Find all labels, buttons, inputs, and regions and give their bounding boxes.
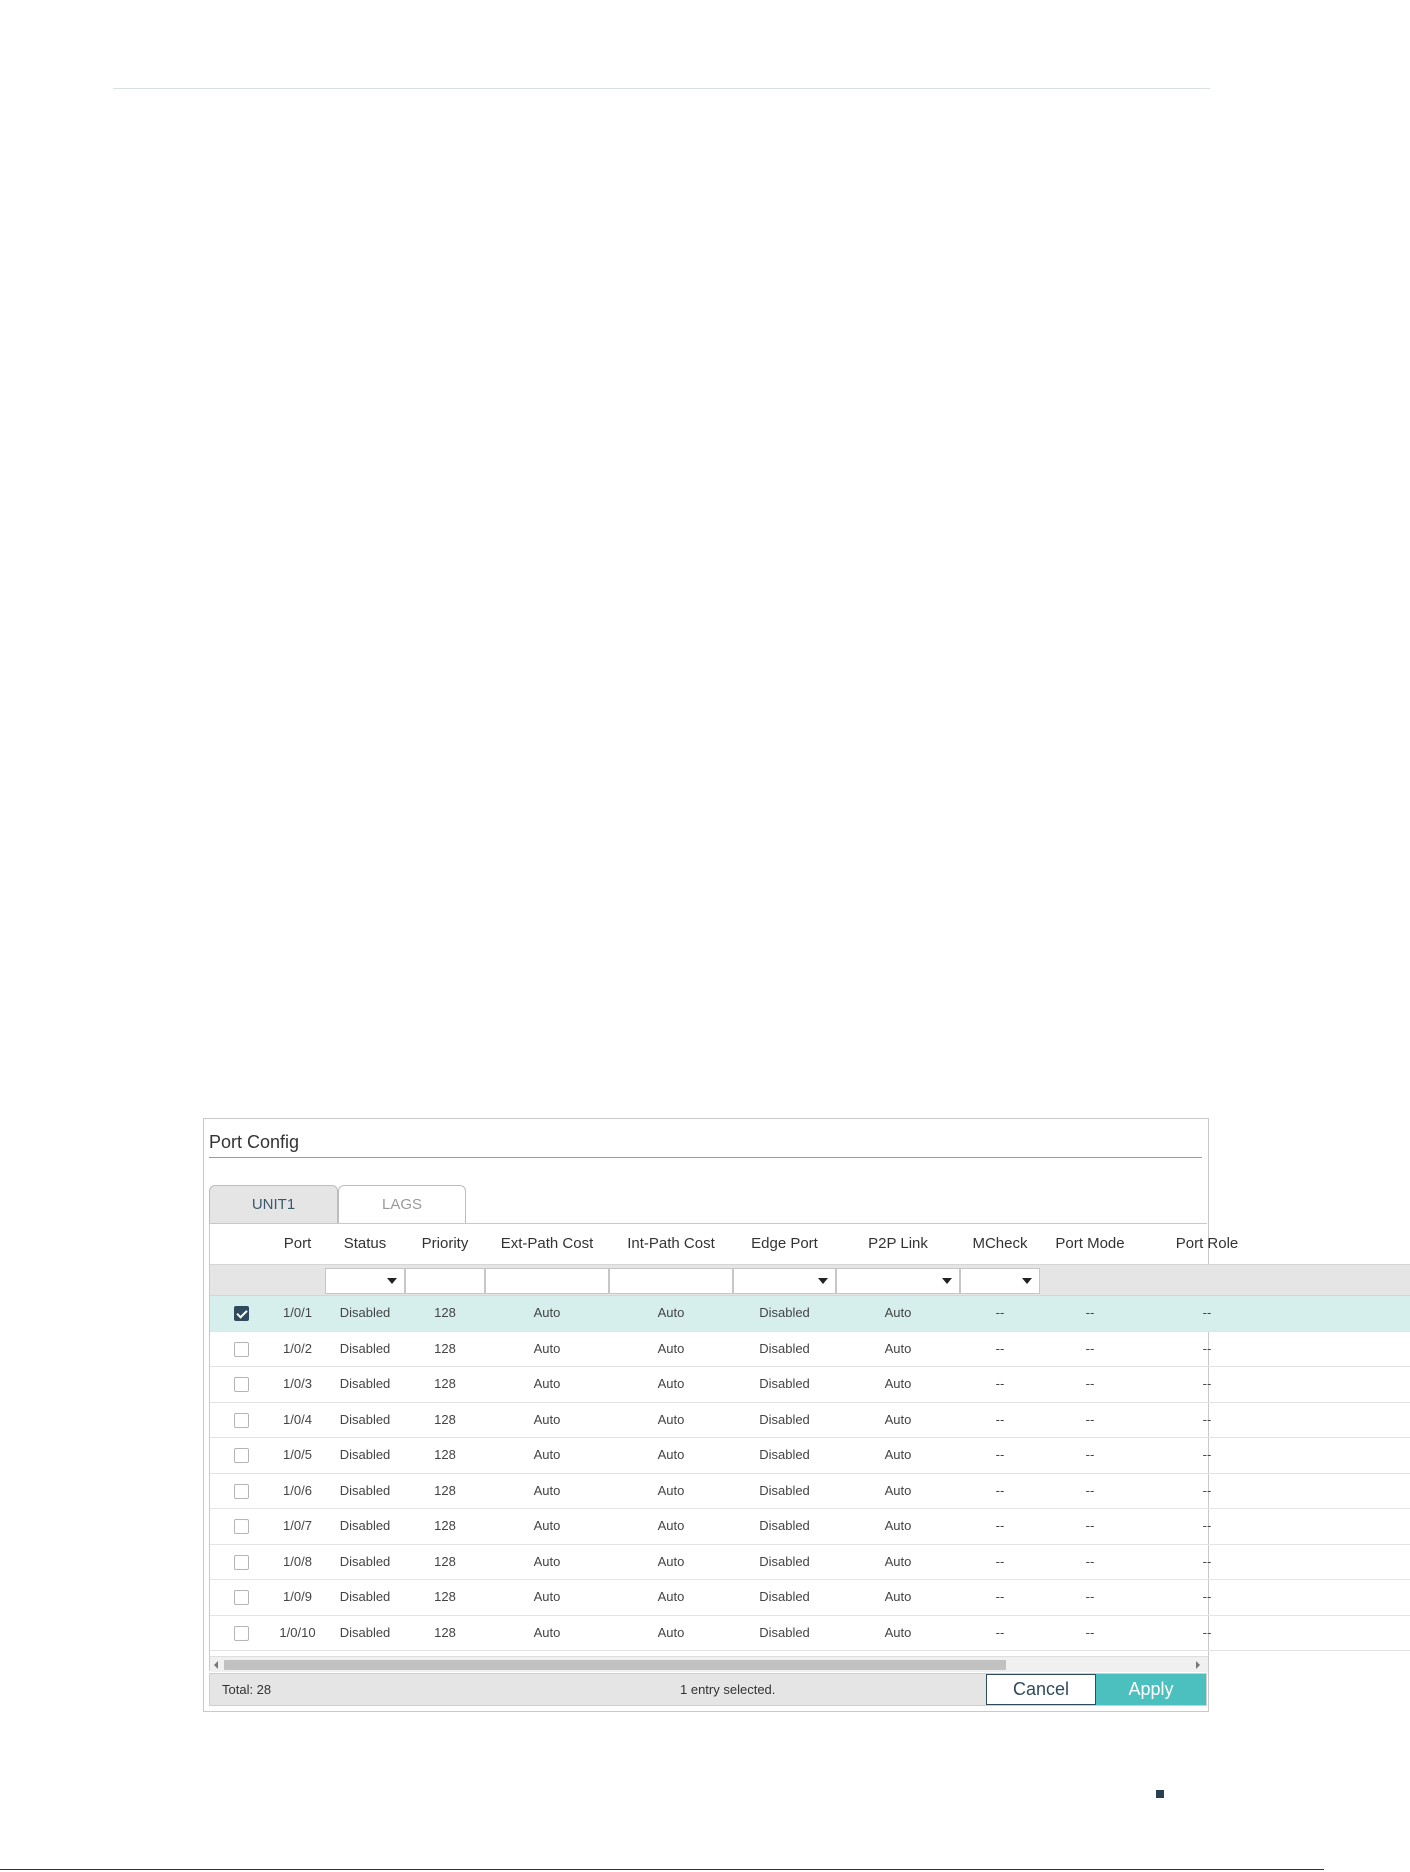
row-select-cell: [210, 1296, 270, 1330]
port-mode-cell: --: [1085, 1447, 1095, 1462]
row-select-cell: [210, 1474, 270, 1508]
mcheck-filter-select[interactable]: [960, 1268, 1040, 1294]
row-select-cell: [210, 1403, 270, 1437]
row-select-cell: [210, 1509, 270, 1543]
p2p-link-cell: Auto: [884, 1553, 912, 1569]
priority-cell: 128: [434, 1305, 456, 1320]
table-row[interactable]: [210, 1616, 1410, 1652]
p2p-link-cell: Auto: [884, 1340, 912, 1356]
row-checkbox[interactable]: [234, 1484, 249, 1499]
table-footer: [209, 1673, 1207, 1706]
port-table: [209, 1223, 1239, 1671]
row-checkbox[interactable]: [234, 1555, 249, 1570]
port-cell: 1/0/1: [283, 1305, 312, 1320]
int-path-cost-cell: Auto: [657, 1553, 685, 1569]
row-select-cell: [210, 1367, 270, 1401]
p2p-link-cell: Auto: [884, 1518, 912, 1533]
port-mode-cell: --: [1085, 1411, 1095, 1427]
panel-title: Port Config: [209, 1129, 1202, 1158]
scroll-right-arrow-icon[interactable]: [1196, 1661, 1200, 1669]
mcheck-cell: --: [995, 1411, 1005, 1427]
page-marker: [1156, 1790, 1164, 1798]
edge-port-cell: Disabled: [759, 1589, 810, 1604]
ext-path-cost-cell: Auto: [533, 1624, 561, 1640]
mcheck-cell: --: [995, 1340, 1005, 1356]
status-cell: Disabled: [339, 1624, 391, 1640]
status-cell: Disabled: [339, 1553, 391, 1569]
ext-path-cost-cell: Auto: [533, 1305, 561, 1320]
ext-path-cost-cell: Auto: [533, 1340, 561, 1356]
mcheck-cell: --: [995, 1305, 1005, 1320]
port-mode-cell: --: [1085, 1624, 1095, 1640]
column-header-priority[interactable]: Priority: [421, 1235, 469, 1252]
total-count: Total: 28: [222, 1682, 272, 1697]
port-cell: 1/0/4: [283, 1411, 312, 1427]
ext-path-cost-cell: Auto: [533, 1518, 561, 1533]
row-select-cell: [210, 1438, 270, 1472]
table-row[interactable]: [210, 1403, 1410, 1439]
port-role-cell: --: [1202, 1553, 1212, 1569]
table-row[interactable]: [210, 1580, 1410, 1616]
port-role-cell: --: [1202, 1340, 1212, 1356]
int-path-cost-filter-input[interactable]: [609, 1268, 733, 1294]
port-mode-cell: --: [1085, 1376, 1095, 1391]
priority-cell: 128: [434, 1447, 456, 1462]
port-mode-cell: --: [1085, 1518, 1095, 1533]
priority-filter-input[interactable]: [405, 1268, 485, 1294]
priority-cell: 128: [434, 1340, 456, 1356]
ext-path-cost-cell: Auto: [533, 1376, 561, 1391]
row-checkbox[interactable]: [234, 1626, 249, 1641]
p2p-link-cell: Auto: [884, 1305, 912, 1320]
priority-cell: 128: [434, 1589, 456, 1604]
selection-status: 1 entry selected.: [680, 1682, 776, 1697]
tab-lags[interactable]: LAGS: [338, 1185, 466, 1225]
port-role-cell: --: [1202, 1518, 1212, 1533]
mcheck-cell: --: [995, 1447, 1005, 1462]
row-checkbox[interactable]: [234, 1590, 249, 1605]
port-mode-cell: --: [1085, 1589, 1095, 1604]
mcheck-cell: --: [995, 1624, 1005, 1640]
page-footer-rule: [0, 1869, 1324, 1870]
column-header-int-path-cost[interactable]: Int-Path Cost: [627, 1235, 715, 1252]
int-path-cost-cell: Auto: [657, 1518, 685, 1533]
column-header-port-role[interactable]: Port Role: [1175, 1235, 1239, 1252]
int-path-cost-cell: Auto: [657, 1340, 685, 1356]
priority-cell: 128: [434, 1518, 456, 1533]
port-cell: 1/0/10: [279, 1624, 316, 1640]
mcheck-cell: --: [995, 1553, 1005, 1569]
port-cell: 1/0/3: [283, 1376, 312, 1391]
row-checkbox[interactable]: [234, 1306, 249, 1321]
mcheck-cell: --: [995, 1376, 1005, 1391]
ext-path-cost-cell: Auto: [533, 1447, 561, 1462]
table-row[interactable]: [210, 1545, 1410, 1581]
page-header-rule: [113, 88, 1210, 89]
table-row[interactable]: [210, 1332, 1410, 1368]
filter-row: [210, 1264, 1410, 1296]
port-cell: 1/0/8: [283, 1553, 312, 1569]
edge-port-cell: Disabled: [759, 1518, 810, 1533]
edge-port-filter-select[interactable]: [733, 1268, 836, 1294]
chevron-down-icon: [818, 1278, 828, 1284]
int-path-cost-cell: Auto: [657, 1411, 685, 1427]
tab-unit1[interactable]: UNIT1: [209, 1185, 338, 1225]
status-cell: Disabled: [339, 1411, 391, 1427]
edge-port-cell: Disabled: [759, 1376, 810, 1391]
int-path-cost-cell: Auto: [657, 1376, 685, 1391]
column-header-ext-path-cost[interactable]: Ext-Path Cost: [500, 1235, 594, 1252]
chevron-down-icon: [387, 1278, 397, 1284]
table-row[interactable]: [210, 1509, 1410, 1545]
table-header: [210, 1224, 1410, 1264]
column-header-port[interactable]: Port: [283, 1235, 312, 1252]
p2p-link-filter-select[interactable]: [836, 1268, 960, 1294]
row-select-cell: [210, 1545, 270, 1579]
p2p-link-cell: Auto: [884, 1411, 912, 1427]
int-path-cost-cell: Auto: [657, 1589, 685, 1604]
ext-path-cost-cell: Auto: [533, 1482, 561, 1498]
p2p-link-cell: Auto: [884, 1376, 912, 1391]
port-role-cell: --: [1202, 1482, 1212, 1498]
status-cell: Disabled: [339, 1589, 391, 1604]
ext-path-cost-cell: Auto: [533, 1553, 561, 1569]
row-checkbox[interactable]: [234, 1413, 249, 1428]
table-row[interactable]: [210, 1367, 1410, 1403]
status-cell: Disabled: [339, 1482, 391, 1498]
column-header-port-mode[interactable]: Port Mode: [1055, 1235, 1125, 1252]
priority-cell: 128: [434, 1553, 456, 1569]
port-config-panel: [203, 1118, 1239, 1712]
edge-port-cell: Disabled: [759, 1482, 810, 1498]
int-path-cost-cell: Auto: [657, 1305, 685, 1320]
port-mode-cell: --: [1085, 1482, 1095, 1498]
table-row[interactable]: [210, 1296, 1410, 1332]
table-row[interactable]: [210, 1438, 1410, 1474]
port-role-cell: --: [1202, 1589, 1212, 1604]
mcheck-cell: --: [995, 1589, 1005, 1604]
port-role-cell: --: [1202, 1447, 1212, 1462]
priority-cell: 128: [434, 1376, 456, 1391]
mcheck-cell: --: [995, 1482, 1005, 1498]
port-mode-cell: --: [1085, 1553, 1095, 1569]
port-role-cell: --: [1202, 1305, 1212, 1320]
chevron-down-icon: [942, 1278, 952, 1284]
edge-port-cell: Disabled: [759, 1624, 810, 1640]
column-header-edge-port[interactable]: Edge Port: [751, 1235, 818, 1252]
row-select-cell: [210, 1332, 270, 1366]
p2p-link-cell: Auto: [884, 1447, 912, 1462]
status-filter-select[interactable]: [325, 1268, 405, 1294]
int-path-cost-cell: Auto: [657, 1447, 685, 1462]
port-cell: 1/0/2: [283, 1340, 312, 1356]
row-checkbox[interactable]: [234, 1342, 249, 1357]
edge-port-cell: Disabled: [759, 1340, 810, 1356]
row-select-cell: [210, 1580, 270, 1614]
priority-cell: 128: [434, 1624, 456, 1640]
status-cell: Disabled: [339, 1376, 391, 1391]
int-path-cost-cell: Auto: [657, 1624, 685, 1640]
status-cell: Disabled: [339, 1518, 391, 1533]
row-checkbox[interactable]: [234, 1448, 249, 1463]
port-cell: 1/0/7: [283, 1518, 312, 1533]
chevron-down-icon: [1022, 1278, 1032, 1284]
row-select-cell: [210, 1616, 270, 1650]
column-header-status[interactable]: Status: [343, 1235, 387, 1252]
ext-path-cost-filter-input[interactable]: [485, 1268, 609, 1294]
port-cell: 1/0/9: [283, 1589, 312, 1604]
scrollbar-thumb[interactable]: [224, 1660, 1006, 1670]
scroll-left-arrow-icon[interactable]: [214, 1661, 218, 1669]
edge-port-cell: Disabled: [759, 1447, 810, 1462]
port-role-cell: --: [1202, 1376, 1212, 1391]
status-cell: Disabled: [339, 1305, 391, 1320]
cancel-button[interactable]: Cancel: [986, 1674, 1096, 1705]
port-mode-cell: --: [1085, 1340, 1095, 1356]
p2p-link-cell: Auto: [884, 1482, 912, 1498]
priority-cell: 128: [434, 1482, 456, 1498]
port-cell: 1/0/6: [283, 1482, 312, 1498]
p2p-link-cell: Auto: [884, 1624, 912, 1640]
column-header-mcheck[interactable]: MCheck: [972, 1235, 1028, 1252]
port-role-cell: --: [1202, 1411, 1212, 1427]
status-cell: Disabled: [339, 1447, 391, 1462]
port-cell: 1/0/5: [283, 1447, 312, 1462]
port-mode-cell: --: [1085, 1305, 1095, 1320]
row-checkbox[interactable]: [234, 1377, 249, 1392]
row-checkbox[interactable]: [234, 1519, 249, 1534]
apply-button[interactable]: Apply: [1096, 1674, 1206, 1705]
port-role-cell: --: [1202, 1624, 1212, 1640]
column-header-p2p-link[interactable]: P2P Link: [868, 1235, 928, 1252]
horizontal-scrollbar[interactable]: [210, 1656, 1208, 1672]
edge-port-cell: Disabled: [759, 1305, 810, 1320]
priority-cell: 128: [434, 1411, 456, 1427]
p2p-link-cell: Auto: [884, 1589, 912, 1604]
status-cell: Disabled: [339, 1340, 391, 1356]
edge-port-cell: Disabled: [759, 1553, 810, 1569]
ext-path-cost-cell: Auto: [533, 1411, 561, 1427]
edge-port-cell: Disabled: [759, 1411, 810, 1427]
ext-path-cost-cell: Auto: [533, 1589, 561, 1604]
int-path-cost-cell: Auto: [657, 1482, 685, 1498]
table-row[interactable]: [210, 1474, 1410, 1510]
mcheck-cell: --: [995, 1518, 1005, 1533]
